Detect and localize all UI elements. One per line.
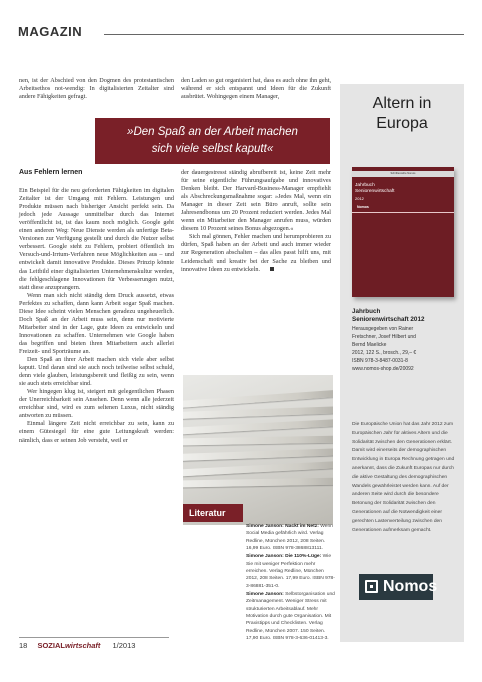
book-info-line: Bernd Maelicke (352, 341, 387, 348)
pull-quote (95, 118, 330, 164)
paragraph-last (181, 233, 331, 273)
article-end-mark (270, 267, 274, 271)
nomos-logo-text: Nomos (383, 578, 438, 595)
paragraph-last-text: Sich mal gönnen, Fehler machen und herumprobieren zu dürfen, Spaß haben an der Arbeit und auch immer wieder zur Regeneration abschalten – das alles passt hilft uns, mit Leidenschaft und kreativ bei der Sache zu bleiben und innovative Ideen zu entwickeln. (181, 233, 331, 273)
page-header (18, 20, 464, 42)
intro-left-paragraph: nen, ist der Abschied von den Dogmen des protestantischen Arbeitsethos not-wendig: In digitalisierten Zeitalter sind andere Fähigkeiten gefragt. (19, 77, 174, 101)
literature-entry (246, 553, 336, 590)
paragraph: Wenn man sich nicht ständig dem Druck aussetzt, etwas Perfektes zu schaffen, dann kann Arbeit sogar Spaß machen. Diese Idee scheint vielen Menschen geradezu ungeheuerlich. Doch Spaß an der Arbeit muss sein, denn nur motivierte Mitarbeiter sind in der Lage, gute Ideen zu entwickeln und Innovationen zu schaffen. Unternehmen wie Google haben das begriffen und bieten ihren Mitarbeitern auch allerlei Freizeit- und Sporträume an. (19, 291, 174, 355)
magazine-brand-italic: wirtschaft (64, 641, 101, 650)
book-cover-year: 2012 (355, 196, 364, 201)
paragraph: Einmal längere Zeit nicht erreichbar zu sein, kann zu einem Gütesiegel für eine gute Leitungskraft werden: nämlich, dass er seinen Job versteht, weil er (19, 420, 174, 444)
paper-sheet (183, 435, 333, 445)
literature-text: Wie Sie mit weniger Perfektion mehr erreichen. Verlag Redline, München 2012, 208 Seiten. 17,99 Euro. ISBN 978-3-86881-351-0. (246, 554, 335, 589)
article-column-1 (19, 169, 174, 445)
book-cover-title (355, 183, 394, 195)
literature-author: Simone Janson: (246, 592, 284, 598)
paragraph: Wer hingegen klug ist, steigert mit gelegentlichen Phasen der Unerreichbarkeit sein Ansehen. Denn wenn alle jederzeit erreichbar sind, wird es zum seltenen Luxus, nicht ständig antworten zu müssen. (19, 388, 174, 420)
intro-left-text (19, 77, 174, 101)
intro-right-paragraph: den Laden so gut organisiert hat, dass es auch ohne ihn geht, während er sich entspannt und Ideen für die Zukunft ausbrütet. Wohingegen einem Manager, (181, 77, 331, 101)
book-title-line-2: Seniorenwirtschaft 2012 (352, 316, 425, 324)
book-cover[interactable] (352, 167, 454, 297)
book-cover-logo: Nomos (357, 205, 369, 209)
literature-text: Wenn Social Media gefährlich wird. Verlag Redline, München 2012, 208 Seiten. 16,99 Euro. ISBN 978-3868813111. (246, 524, 333, 552)
nomos-logo-icon (365, 580, 378, 593)
page-number: 18 (19, 641, 28, 650)
subheading: Aus Fehlern lernen (19, 169, 83, 176)
literature-label: Literatur (183, 504, 243, 522)
page-footer (19, 641, 135, 650)
magazine-brand-bold: SOZIAL (37, 641, 65, 650)
literature-author: Simone Janson: Nackt im Netz: (246, 524, 319, 529)
footer-rule (19, 637, 169, 638)
literature-text: Selbstorganisation und Zeitmanagement. Weniger Stress mit strukturierten Arbeitsablauf. Mehr Motivation durch gute Organisation. Mit Praxistipps und Checklisten. Verlag Redline, München 2007. 150 Seiten. 17,90 Euro. ISBN 978-3-636-01413-3. (246, 592, 335, 642)
book-series: Schriftenreihe Nomos (352, 171, 454, 177)
paragraph: Den Spaß an ihrer Arbeit machen sich viele aber selbst kaputt. Und daran sind sie auch noch teilweise selbst schuld, denn viele glauben, leistungsbereit und fleißig zu sein, wenn sie auch stets erreichbar sind. (19, 356, 174, 388)
literature-author: Simone Janson: Die 110%-Lüge: (246, 554, 322, 560)
paper-sheet (183, 477, 333, 487)
nomos-logo[interactable] (359, 574, 438, 600)
literature-entry (246, 523, 336, 552)
literature-list (246, 523, 336, 644)
paper-sheet (183, 418, 333, 434)
paper-sheet (183, 389, 333, 409)
book-ad-sidebar (340, 84, 464, 642)
book-info-line: Herausgegeben von Rainer (352, 325, 414, 332)
pull-quote-line-1: »Den Spaß an der Arbeit machen (127, 126, 298, 138)
book-cover-title-line-2: Seniorenwirtschaft (355, 189, 395, 194)
book-cover-title-line-1: Jahrbuch (355, 183, 375, 188)
book-cover-stripe (352, 212, 454, 213)
paper-stack-photo (183, 375, 333, 525)
book-description: Die Europäische Union hat das Jahr 2012 zum Europäischen Jahr für aktives Altern und die Solidarität zwischen den Generationen erklärt. Damit wird einerseits der demographischen Entwicklung in Europa Rechnung getragen und anerkannt, dass die Zukunft Europas nur durch die aktive Gestaltung des demographischen Wandels gewährleistet werden kann. Auf der anderen Seite wird durch die besondere Betonung der Solidarität zwischen den Generationen auf die Notwendigkeit einer gerechten Lastenverteilung zwischen den Generationen aufmerksam gemacht. (352, 422, 455, 533)
section-title: MAGAZIN (18, 24, 83, 39)
intro-right-text (181, 77, 331, 101)
header-rule (104, 34, 464, 35)
pull-quote-line-2: sich viele selbst kaputt« (151, 143, 274, 155)
article-column-2 (181, 169, 331, 274)
book-info-line: 2012, 122 S., brosch., 29,– € (352, 349, 417, 356)
paper-sheet (183, 460, 333, 476)
ad-title-line-1: Altern in (372, 95, 432, 112)
literature-entry (246, 591, 336, 642)
ad-title (340, 94, 464, 134)
book-info (352, 308, 456, 373)
paper-sheet (183, 406, 333, 419)
issue-number: 1/2013 (112, 641, 136, 650)
ad-title-line-2: Europa (376, 115, 428, 132)
paragraph: Ein Beispiel für die neu geforderten Fähigkeiten im digitalen Zeitalter ist der Umgang mit Fehlern. Leistungen und Produkte müssen nach bisheriger Ansicht perfekt sein. Da jedoch jede Aussage unmittelbar durch das Internet veröffentlicht ist, ist das kaum noch möglich. Google geht einen anderen Weg: Neue Dienste werden als unfertige Beta-Versionen zur Verfügung gestellt und durch die Nutzer selbst verbessert. Google steht zu Fehlern, probiert öffentlich im Versuch-und-Irrtum-Verfahren neue Möglichkeiten aus – und entwickelt damit innovative Produkte. Dieses Prinzip könnte das Leitbild einer digitalisierten Unternehmenskultur werden, die fehlgeschlagene Innovationen für Verbesserungen nutzt, statt diese anzuprangern. (19, 187, 174, 291)
shop-link[interactable]: www.nomos-shop.de/20092 (352, 365, 414, 372)
paper-sheet (183, 448, 333, 461)
book-info-line: Fretschner, Josef Hilbert und (352, 333, 416, 340)
book-title-line-1: Jahrbuch (352, 308, 381, 315)
book-isbn: ISBN 978-3-8487-0031-8 (352, 357, 408, 364)
paragraph: der dauergestresst ständig abrufbereit ist, keine Zeit mehr für seine eigentliche Führungsaufgabe und innovatives Denken bleibt. Der Harvard-Business-Manager empfiehlt als Abschreckungsmaßnahme sogar: »Jedes Mal, wenn ein Manager in dieser Zeit sein Büro anruft, sollte sein Jahresendbonus um 20 Prozent reduziert werden. Jedes Mal wenn ein Mitarbeiter den Manager anrufen muss, würden diesem 10 Prozent seines Bonus abgezogen.« (181, 169, 331, 233)
